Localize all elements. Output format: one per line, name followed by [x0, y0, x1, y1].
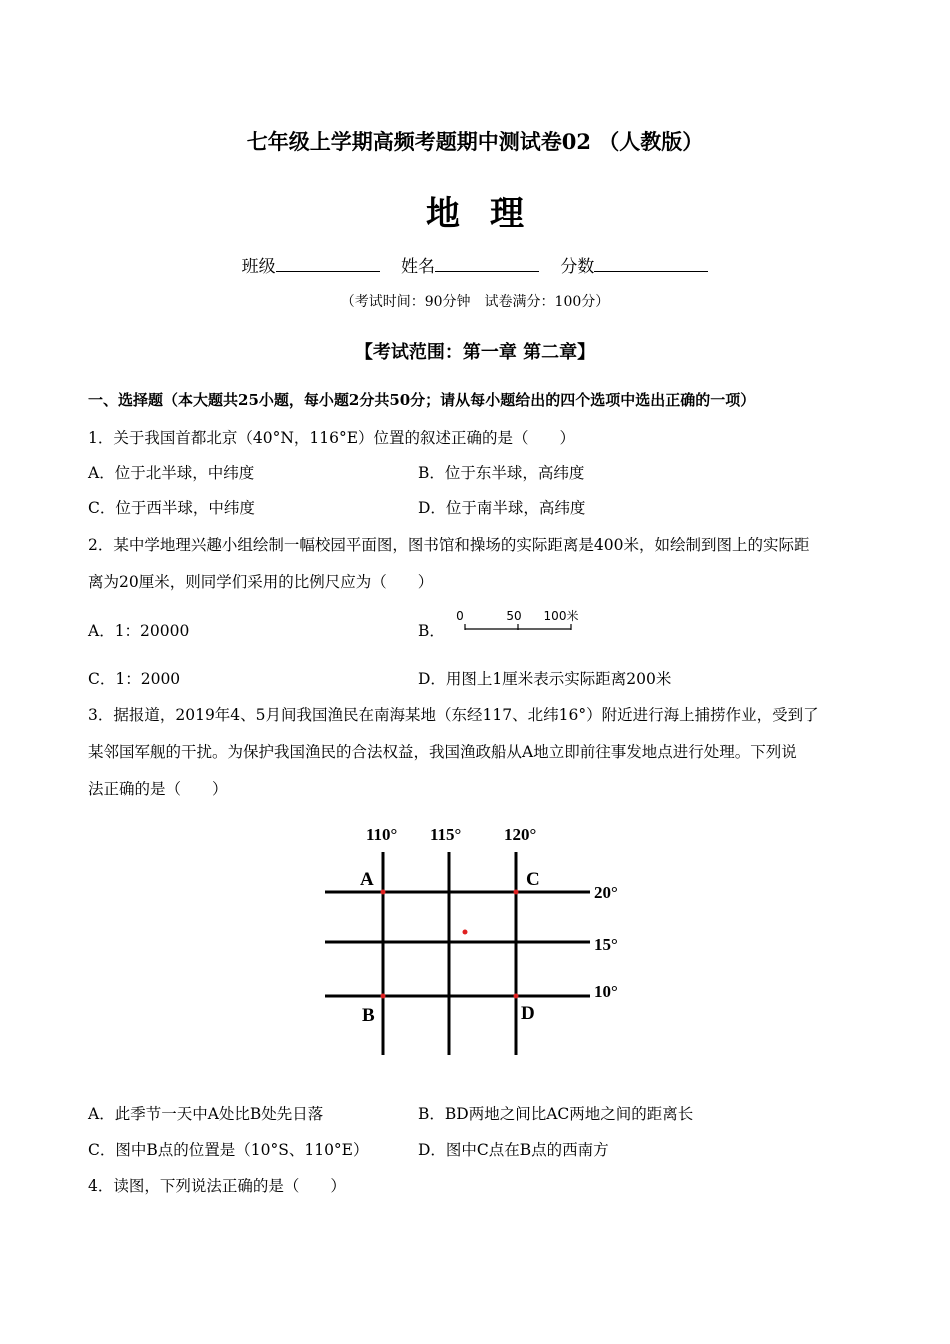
point-label-a: A	[360, 869, 374, 890]
q3-option-c[interactable]: C．图中B点的位置是（10°S、110°E）	[88, 1141, 369, 1159]
q1-stem: 1．关于我国首都北京（40°N，116°E）位置的叙述正确的是（ ）	[88, 429, 576, 447]
latitude-label-20: 20°	[594, 883, 618, 902]
q3-option-d[interactable]: D．图中C点在B点的西南方	[418, 1141, 609, 1159]
exam-scope: 【考试范围：第一章 第二章】	[354, 342, 596, 363]
student-info-row	[0, 252, 950, 277]
point-label-c: C	[526, 869, 540, 890]
name-field[interactable]	[401, 257, 539, 277]
score-field[interactable]	[560, 257, 708, 277]
point-c-marker	[514, 890, 519, 895]
q1-option-d[interactable]: D．位于南半球，高纬度	[418, 499, 586, 517]
q2-option-a[interactable]: A．1：20000	[88, 622, 190, 640]
q2-option-b[interactable]: B．	[418, 622, 445, 640]
point-b-marker	[381, 994, 386, 999]
q1-option-b[interactable]: B．位于东半球，高纬度	[418, 464, 585, 482]
exam-time-info: （考试时间：90分钟 试卷满分：100分）	[340, 294, 610, 310]
q3-option-b[interactable]: B．BD两地之间比AC两地之间的距离长	[418, 1105, 694, 1123]
q4-stem: 4．读图，下列说法正确的是（ ）	[88, 1177, 346, 1195]
scale-label-50: 50	[506, 609, 522, 623]
q2-stem-line2: 离为20厘米，则同学们采用的比例尺应为（ ）	[88, 573, 434, 591]
scale-label-0: 0	[456, 609, 464, 623]
scale-bar-figure	[443, 606, 593, 636]
q3-stem-line2: 某邻国军舰的干扰。为保护我国渔民的合法权益，我国渔政船从A地立即前往事发地点进行处理。下列说	[88, 743, 797, 761]
point-label-d: D	[521, 1003, 535, 1024]
q3-option-a[interactable]: A．此季节一天中A处比B处先日落	[88, 1105, 324, 1123]
q3-stem-line3: 法正确的是（ ）	[88, 780, 228, 798]
incident-location-marker	[463, 930, 468, 935]
name-label: 姓名	[401, 257, 435, 277]
longitude-label-115: 115°	[430, 825, 462, 844]
score-label: 分数	[560, 257, 595, 277]
q2-option-c[interactable]: C．1：2000	[88, 670, 181, 688]
exam-title: 七年级上学期高频考题期中测试卷02 （人教版）	[246, 129, 704, 154]
latitude-label-15: 15°	[594, 935, 618, 954]
point-a-marker	[381, 890, 386, 895]
subject-title: 地理	[426, 194, 554, 234]
scale-label-100: 100米	[543, 609, 579, 623]
point-d-marker	[514, 994, 519, 999]
latitude-label-10: 10°	[594, 982, 618, 1001]
lat-long-grid-figure	[320, 815, 640, 1060]
q2-option-d[interactable]: D．用图上1厘米表示实际距离200米	[418, 670, 672, 688]
longitude-label-110: 110°	[366, 825, 398, 844]
class-field[interactable]	[242, 257, 380, 277]
q3-stem-line1: 3．据报道，2019年4、5月间我国渔民在南海某地（东经117、北纬16°）附近进行海上捕捞作业，受到了	[88, 706, 819, 724]
q2-stem-line1: 2．某中学地理兴趣小组绘制一幅校园平面图，图书馆和操场的实际距离是400米，如绘制到图上的实际距	[88, 536, 810, 554]
q1-option-a[interactable]: A．位于北半球，中纬度	[88, 464, 255, 482]
longitude-label-120: 120°	[504, 825, 537, 844]
point-label-b: B	[362, 1005, 375, 1026]
class-label: 班级	[241, 257, 276, 277]
q1-option-c[interactable]: C．位于西半球，中纬度	[88, 499, 255, 517]
section-heading: 一、选择题（本大题共25小题，每小题2分共50分；请从每小题给出的四个选项中选出正确的一项）	[88, 391, 756, 409]
